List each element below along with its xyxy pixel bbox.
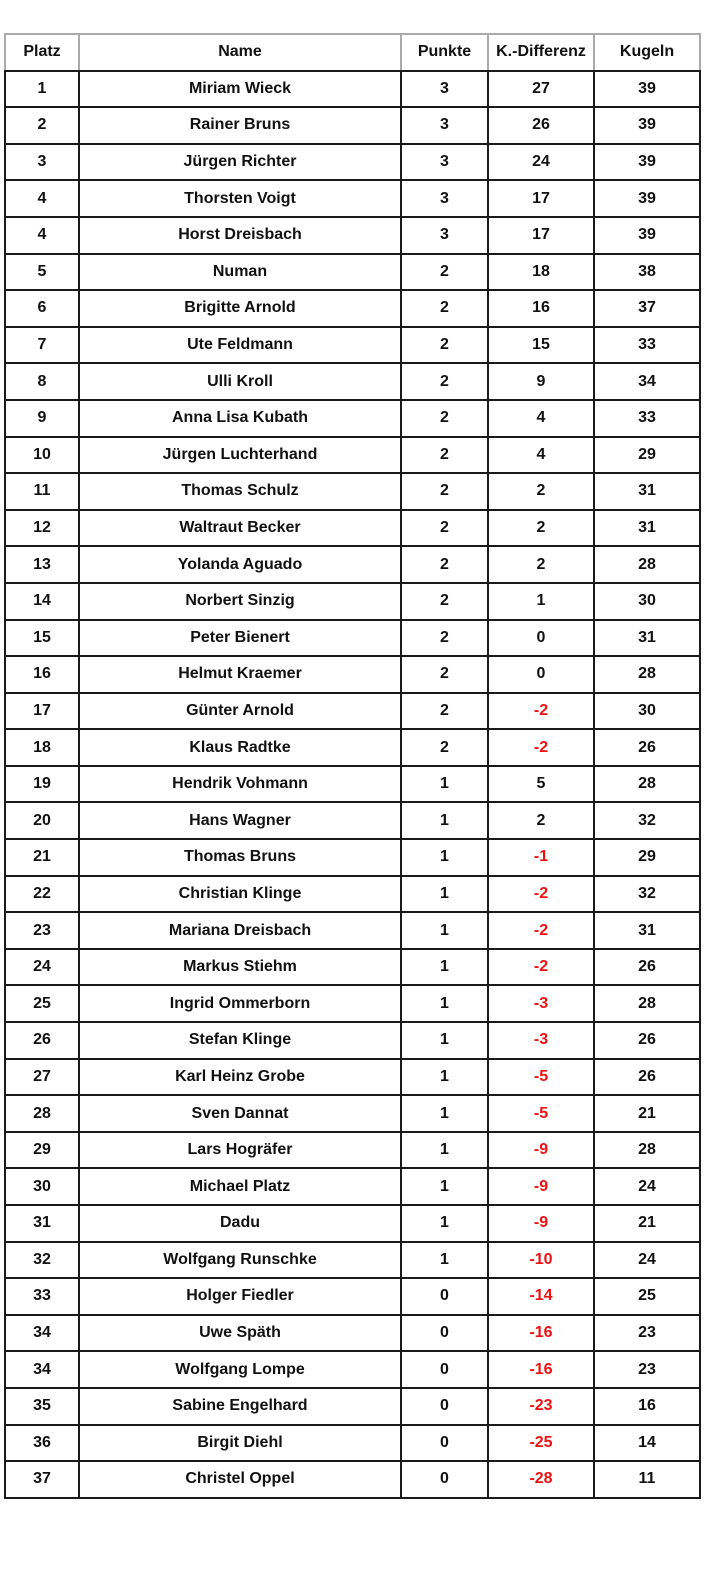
cell-platz: 9: [5, 400, 79, 437]
cell-punkte: 2: [401, 363, 488, 400]
cell-platz: 14: [5, 583, 79, 620]
cell-platz: 12: [5, 510, 79, 547]
cell-k-differenz: 18: [488, 254, 594, 291]
cell-platz: 1: [5, 71, 79, 108]
table-row: [5, 583, 700, 620]
cell-kugeln: 23: [594, 1351, 700, 1388]
cell-name: Birgit Diehl: [79, 1425, 401, 1462]
table-row: [5, 766, 700, 803]
table-row: [5, 1351, 700, 1388]
cell-punkte: 2: [401, 290, 488, 327]
cell-punkte: 2: [401, 400, 488, 437]
table-row: [5, 363, 700, 400]
table-row: [5, 985, 700, 1022]
cell-name: Holger Fiedler: [79, 1278, 401, 1315]
cell-k-differenz: -1: [488, 839, 594, 876]
cell-k-differenz: -16: [488, 1351, 594, 1388]
cell-k-differenz: 17: [488, 180, 594, 217]
cell-punkte: 3: [401, 144, 488, 181]
cell-k-differenz: 2: [488, 546, 594, 583]
cell-punkte: 2: [401, 656, 488, 693]
cell-platz: 11: [5, 473, 79, 510]
cell-platz: 25: [5, 985, 79, 1022]
cell-k-differenz: -9: [488, 1168, 594, 1205]
header-kugeln: Kugeln: [594, 34, 700, 71]
cell-name: Thomas Schulz: [79, 473, 401, 510]
cell-platz: 30: [5, 1168, 79, 1205]
cell-name: Sabine Engelhard: [79, 1388, 401, 1425]
cell-k-differenz: 17: [488, 217, 594, 254]
cell-name: Thorsten Voigt: [79, 180, 401, 217]
table-row: [5, 1022, 700, 1059]
cell-kugeln: 37: [594, 290, 700, 327]
cell-punkte: 3: [401, 71, 488, 108]
cell-k-differenz: -28: [488, 1461, 594, 1498]
cell-name: Wolfgang Runschke: [79, 1242, 401, 1279]
cell-k-differenz: -2: [488, 693, 594, 730]
cell-punkte: 1: [401, 1205, 488, 1242]
cell-k-differenz: 0: [488, 620, 594, 657]
cell-name: Dadu: [79, 1205, 401, 1242]
cell-punkte: 1: [401, 985, 488, 1022]
cell-k-differenz: 5: [488, 766, 594, 803]
table-row: [5, 656, 700, 693]
cell-kugeln: 28: [594, 766, 700, 803]
cell-name: Ulli Kroll: [79, 363, 401, 400]
cell-name: Waltraut Becker: [79, 510, 401, 547]
cell-platz: 31: [5, 1205, 79, 1242]
cell-k-differenz: 24: [488, 144, 594, 181]
cell-kugeln: 38: [594, 254, 700, 291]
cell-punkte: 1: [401, 912, 488, 949]
cell-punkte: 1: [401, 766, 488, 803]
cell-punkte: 2: [401, 327, 488, 364]
cell-name: Ingrid Ommerborn: [79, 985, 401, 1022]
cell-kugeln: 23: [594, 1315, 700, 1352]
cell-punkte: 1: [401, 802, 488, 839]
cell-name: Peter Bienert: [79, 620, 401, 657]
cell-name: Markus Stiehm: [79, 949, 401, 986]
table-row: [5, 327, 700, 364]
cell-k-differenz: -9: [488, 1205, 594, 1242]
cell-punkte: 2: [401, 546, 488, 583]
table-row: [5, 1242, 700, 1279]
cell-k-differenz: -16: [488, 1315, 594, 1352]
cell-name: Hans Wagner: [79, 802, 401, 839]
table-row: [5, 400, 700, 437]
cell-name: Karl Heinz Grobe: [79, 1059, 401, 1096]
cell-name: Brigitte Arnold: [79, 290, 401, 327]
cell-name: Thomas Bruns: [79, 839, 401, 876]
cell-kugeln: 24: [594, 1168, 700, 1205]
cell-name: Christian Klinge: [79, 876, 401, 913]
cell-platz: 15: [5, 620, 79, 657]
cell-k-differenz: 2: [488, 473, 594, 510]
cell-k-differenz: 15: [488, 327, 594, 364]
table-row: [5, 729, 700, 766]
cell-punkte: 2: [401, 510, 488, 547]
cell-name: Horst Dreisbach: [79, 217, 401, 254]
cell-kugeln: 31: [594, 912, 700, 949]
cell-platz: 10: [5, 437, 79, 474]
table-row: [5, 1168, 700, 1205]
cell-punkte: 0: [401, 1351, 488, 1388]
table-row: [5, 71, 700, 108]
cell-kugeln: 26: [594, 1022, 700, 1059]
cell-name: Norbert Sinzig: [79, 583, 401, 620]
cell-k-differenz: -2: [488, 949, 594, 986]
cell-punkte: 0: [401, 1388, 488, 1425]
header-name: Name: [79, 34, 401, 71]
cell-name: Michael Platz: [79, 1168, 401, 1205]
table-row: [5, 839, 700, 876]
cell-punkte: 3: [401, 217, 488, 254]
cell-k-differenz: 16: [488, 290, 594, 327]
cell-k-differenz: 2: [488, 802, 594, 839]
cell-kugeln: 14: [594, 1425, 700, 1462]
cell-punkte: 0: [401, 1278, 488, 1315]
cell-kugeln: 31: [594, 473, 700, 510]
cell-kugeln: 28: [594, 546, 700, 583]
cell-kugeln: 30: [594, 583, 700, 620]
cell-k-differenz: -23: [488, 1388, 594, 1425]
cell-kugeln: 39: [594, 217, 700, 254]
cell-platz: 34: [5, 1315, 79, 1352]
cell-punkte: 3: [401, 180, 488, 217]
header-punkte: Punkte: [401, 34, 488, 71]
cell-kugeln: 28: [594, 985, 700, 1022]
cell-kugeln: 11: [594, 1461, 700, 1498]
cell-kugeln: 30: [594, 693, 700, 730]
cell-platz: 21: [5, 839, 79, 876]
cell-k-differenz: 1: [488, 583, 594, 620]
cell-punkte: 1: [401, 839, 488, 876]
cell-kugeln: 29: [594, 437, 700, 474]
cell-kugeln: 33: [594, 400, 700, 437]
cell-name: Stefan Klinge: [79, 1022, 401, 1059]
cell-platz: 4: [5, 217, 79, 254]
cell-kugeln: 39: [594, 144, 700, 181]
table-row: [5, 217, 700, 254]
table-row: [5, 510, 700, 547]
cell-platz: 24: [5, 949, 79, 986]
cell-kugeln: 39: [594, 71, 700, 108]
cell-k-differenz: 0: [488, 656, 594, 693]
cell-platz: 5: [5, 254, 79, 291]
cell-kugeln: 29: [594, 839, 700, 876]
cell-kugeln: 39: [594, 107, 700, 144]
cell-punkte: 2: [401, 254, 488, 291]
cell-k-differenz: 4: [488, 400, 594, 437]
table-row: [5, 144, 700, 181]
cell-platz: 34: [5, 1351, 79, 1388]
header-k-differenz: K.-Differenz: [488, 34, 594, 71]
cell-punkte: 2: [401, 583, 488, 620]
cell-platz: 17: [5, 693, 79, 730]
table-row: [5, 1278, 700, 1315]
cell-platz: 13: [5, 546, 79, 583]
cell-kugeln: 31: [594, 620, 700, 657]
cell-name: Jürgen Richter: [79, 144, 401, 181]
cell-platz: 4: [5, 180, 79, 217]
cell-kugeln: 32: [594, 802, 700, 839]
cell-punkte: 0: [401, 1461, 488, 1498]
cell-platz: 19: [5, 766, 79, 803]
cell-k-differenz: -14: [488, 1278, 594, 1315]
cell-name: Numan: [79, 254, 401, 291]
table-body: [5, 71, 700, 1498]
cell-kugeln: 24: [594, 1242, 700, 1279]
table-row: [5, 546, 700, 583]
cell-name: Christel Oppel: [79, 1461, 401, 1498]
table-row: [5, 473, 700, 510]
table-row: [5, 290, 700, 327]
table-row: [5, 1425, 700, 1462]
cell-k-differenz: 27: [488, 71, 594, 108]
cell-kugeln: 21: [594, 1205, 700, 1242]
cell-kugeln: 26: [594, 729, 700, 766]
cell-k-differenz: 26: [488, 107, 594, 144]
cell-platz: 37: [5, 1461, 79, 1498]
cell-name: Sven Dannat: [79, 1095, 401, 1132]
cell-name: Rainer Bruns: [79, 107, 401, 144]
header-platz: Platz: [5, 34, 79, 71]
cell-platz: 22: [5, 876, 79, 913]
cell-punkte: 1: [401, 1168, 488, 1205]
cell-platz: 27: [5, 1059, 79, 1096]
table-row: [5, 437, 700, 474]
cell-punkte: 1: [401, 1242, 488, 1279]
cell-k-differenz: -2: [488, 729, 594, 766]
table-row: [5, 1132, 700, 1169]
table-row: [5, 1315, 700, 1352]
cell-k-differenz: -2: [488, 876, 594, 913]
cell-k-differenz: 2: [488, 510, 594, 547]
cell-k-differenz: -3: [488, 1022, 594, 1059]
table-row: [5, 949, 700, 986]
cell-punkte: 1: [401, 949, 488, 986]
cell-name: Hendrik Vohmann: [79, 766, 401, 803]
cell-platz: 7: [5, 327, 79, 364]
cell-k-differenz: -5: [488, 1059, 594, 1096]
cell-platz: 29: [5, 1132, 79, 1169]
cell-platz: 20: [5, 802, 79, 839]
cell-name: Uwe Späth: [79, 1315, 401, 1352]
cell-name: Anna Lisa Kubath: [79, 400, 401, 437]
cell-k-differenz: -5: [488, 1095, 594, 1132]
cell-k-differenz: -25: [488, 1425, 594, 1462]
cell-kugeln: 33: [594, 327, 700, 364]
cell-punkte: 1: [401, 1095, 488, 1132]
header-row: [5, 34, 700, 71]
cell-platz: 28: [5, 1095, 79, 1132]
cell-kugeln: 16: [594, 1388, 700, 1425]
cell-platz: 35: [5, 1388, 79, 1425]
cell-name: Klaus Radtke: [79, 729, 401, 766]
cell-punkte: 0: [401, 1315, 488, 1352]
table-row: [5, 912, 700, 949]
table-row: [5, 876, 700, 913]
cell-punkte: 3: [401, 107, 488, 144]
cell-platz: 6: [5, 290, 79, 327]
table-row: [5, 802, 700, 839]
cell-name: Helmut Kraemer: [79, 656, 401, 693]
cell-punkte: 1: [401, 1059, 488, 1096]
cell-name: Lars Hogräfer: [79, 1132, 401, 1169]
cell-name: Yolanda Aguado: [79, 546, 401, 583]
table-row: [5, 1059, 700, 1096]
cell-platz: 8: [5, 363, 79, 400]
cell-punkte: 1: [401, 1132, 488, 1169]
table-row: [5, 1461, 700, 1498]
cell-kugeln: 31: [594, 510, 700, 547]
cell-name: Wolfgang Lompe: [79, 1351, 401, 1388]
cell-punkte: 2: [401, 437, 488, 474]
cell-platz: 33: [5, 1278, 79, 1315]
cell-name: Ute Feldmann: [79, 327, 401, 364]
table-row: [5, 254, 700, 291]
cell-name: Jürgen Luchterhand: [79, 437, 401, 474]
cell-kugeln: 28: [594, 656, 700, 693]
cell-kugeln: 21: [594, 1095, 700, 1132]
cell-k-differenz: -2: [488, 912, 594, 949]
table-row: [5, 1388, 700, 1425]
ranking-table: [4, 33, 701, 1499]
cell-k-differenz: 4: [488, 437, 594, 474]
cell-name: Miriam Wieck: [79, 71, 401, 108]
cell-kugeln: 26: [594, 1059, 700, 1096]
cell-punkte: 2: [401, 693, 488, 730]
cell-platz: 32: [5, 1242, 79, 1279]
table-row: [5, 1205, 700, 1242]
cell-punkte: 1: [401, 1022, 488, 1059]
cell-punkte: 2: [401, 473, 488, 510]
cell-platz: 3: [5, 144, 79, 181]
cell-name: Günter Arnold: [79, 693, 401, 730]
cell-kugeln: 34: [594, 363, 700, 400]
cell-name: Mariana Dreisbach: [79, 912, 401, 949]
cell-punkte: 2: [401, 620, 488, 657]
cell-kugeln: 32: [594, 876, 700, 913]
cell-k-differenz: -3: [488, 985, 594, 1022]
cell-platz: 2: [5, 107, 79, 144]
cell-platz: 36: [5, 1425, 79, 1462]
cell-platz: 18: [5, 729, 79, 766]
cell-k-differenz: 9: [488, 363, 594, 400]
cell-platz: 23: [5, 912, 79, 949]
table-row: [5, 180, 700, 217]
table-row: [5, 620, 700, 657]
cell-punkte: 0: [401, 1425, 488, 1462]
cell-kugeln: 25: [594, 1278, 700, 1315]
cell-kugeln: 39: [594, 180, 700, 217]
cell-kugeln: 26: [594, 949, 700, 986]
cell-k-differenz: -10: [488, 1242, 594, 1279]
cell-platz: 16: [5, 656, 79, 693]
cell-punkte: 2: [401, 729, 488, 766]
table-header: [5, 34, 700, 71]
table-row: [5, 107, 700, 144]
cell-k-differenz: -9: [488, 1132, 594, 1169]
table-row: [5, 693, 700, 730]
cell-punkte: 1: [401, 876, 488, 913]
cell-kugeln: 28: [594, 1132, 700, 1169]
table-row: [5, 1095, 700, 1132]
cell-platz: 26: [5, 1022, 79, 1059]
